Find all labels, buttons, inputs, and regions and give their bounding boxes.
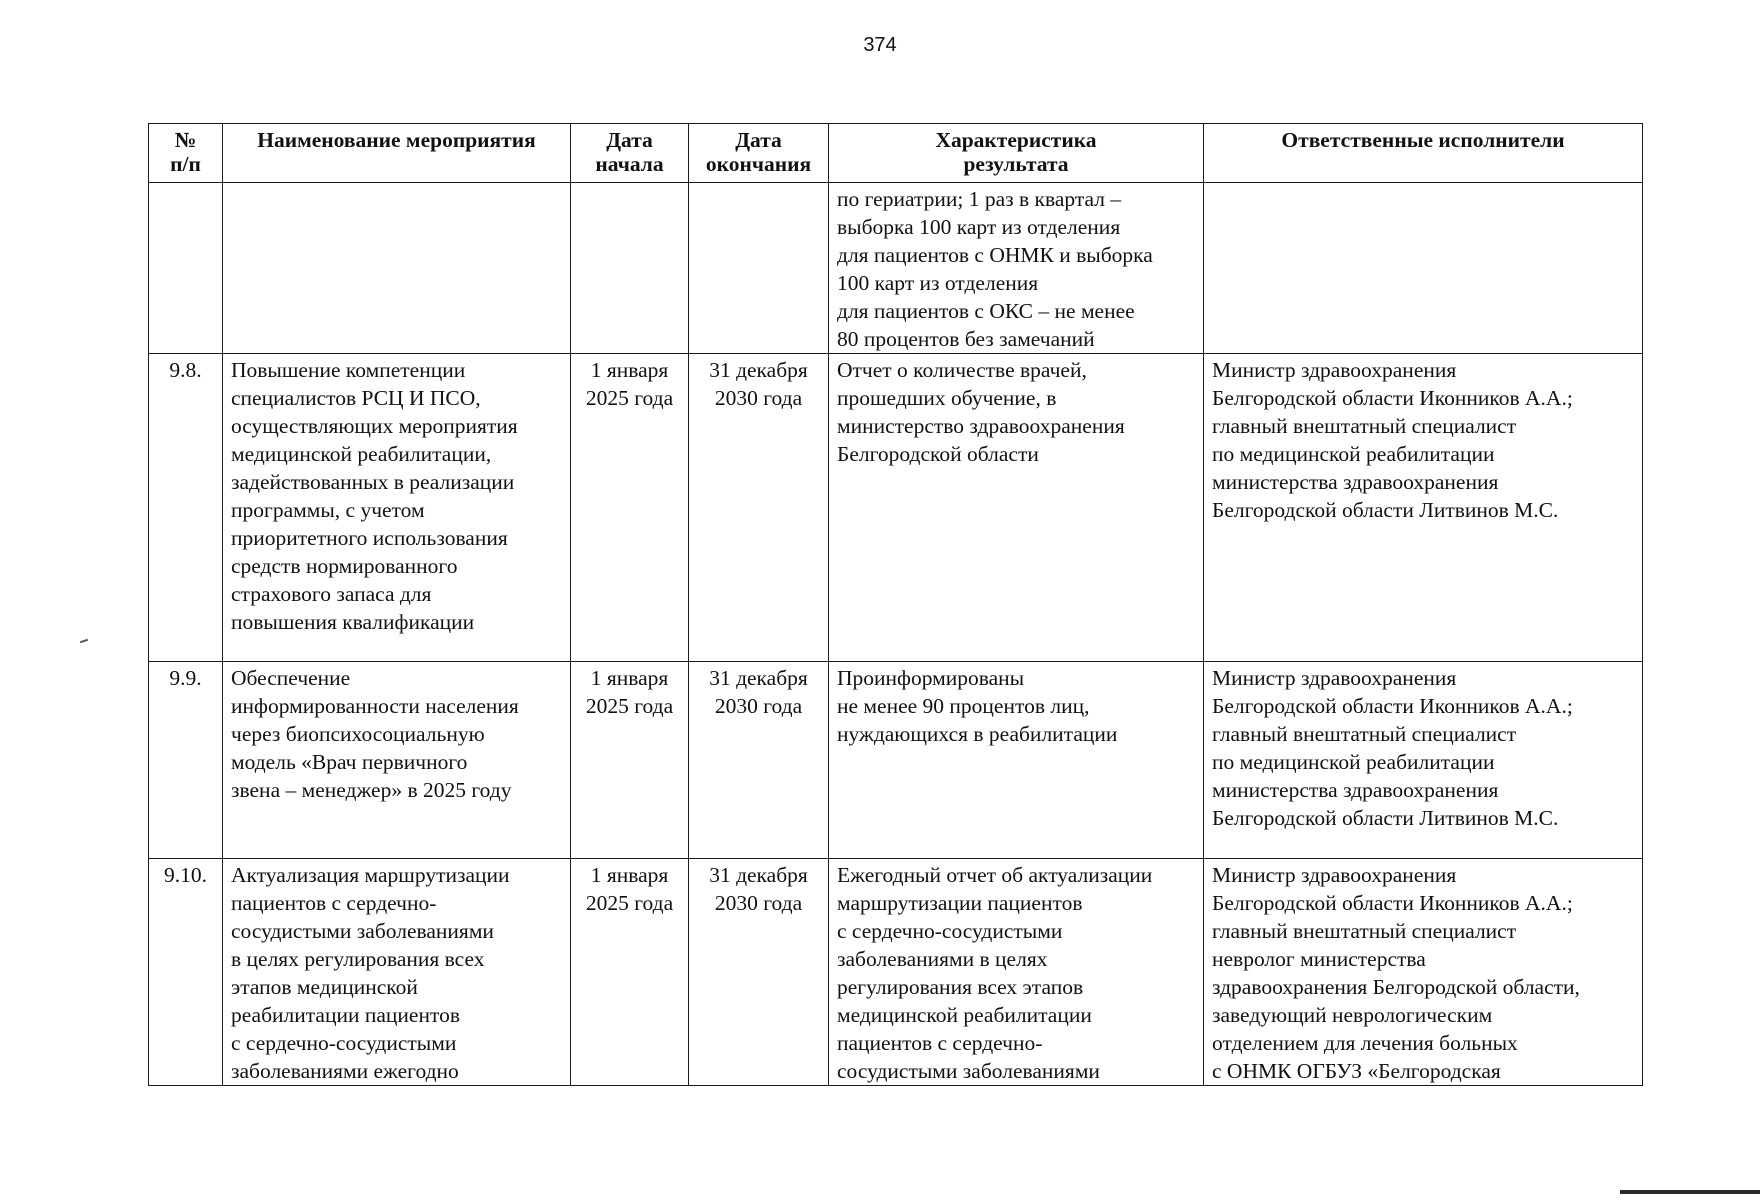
header-result: Характеристика результата	[829, 124, 1204, 183]
activities-table	[148, 123, 1643, 1086]
table-row	[149, 354, 1643, 662]
page-number: 374	[863, 34, 897, 56]
row-end-date: 31 декабря 2030 года	[689, 859, 829, 1086]
header-num: № п/п	[149, 124, 223, 183]
row-name: Актуализация маршрутизации пациентов с сердечно- сосудистыми заболеваниями в целях регулирования всех этапов медицинской реабилитации пациентов с сердечно-сосудистыми заболеваниями ежегодно	[223, 859, 571, 1086]
row-end-date	[689, 183, 829, 354]
row-name	[223, 183, 571, 354]
row-result: Ежегодный отчет об актуализации маршрутизации пациентов с сердечно-сосудистыми заболеваниями в целях регулирования всех этапов медицинской реабилитации пациентов с сердечно- сосудистыми заболеваниями	[829, 859, 1204, 1086]
row-num	[149, 183, 223, 354]
row-start-date: 1 января 2025 года	[571, 354, 689, 662]
table-header-row	[149, 124, 1643, 183]
row-start-date: 1 января 2025 года	[571, 859, 689, 1086]
header-responsible: Ответственные исполнители	[1204, 124, 1643, 183]
header-name: Наименование мероприятия	[223, 124, 571, 183]
row-responsible: Министр здравоохранения Белгородской области Иконников А.А.; главный внештатный специалист по медицинской реабилитации министерства здравоохранения Белгородской области Литвинов М.С.	[1204, 662, 1643, 859]
row-result: Проинформированы не менее 90 процентов лиц, нуждающихся в реабилитации	[829, 662, 1204, 859]
row-end-date: 31 декабря 2030 года	[689, 354, 829, 662]
table-row	[149, 183, 1643, 354]
row-start-date	[571, 183, 689, 354]
row-end-date: 31 декабря 2030 года	[689, 662, 829, 859]
row-result: по гериатрии; 1 раз в квартал – выборка 100 карт из отделения для пациентов с ОНМК и выборка 100 карт из отделения для пациентов с ОКС – не менее 80 процентов без замечаний	[829, 183, 1204, 354]
row-name: Повышение компетенции специалистов РСЦ И ПСО, осуществляющих мероприятия медицинской реабилитации, задействованных в реализации программы, с учетом приоритетного использования средств нормированного страхового запаса для повышения квалификации	[223, 354, 571, 662]
row-num: 9.8.	[149, 354, 223, 662]
row-responsible	[1204, 183, 1643, 354]
row-responsible: Министр здравоохранения Белгородской области Иконников А.А.; главный внештатный специалист по медицинской реабилитации министерства здравоохранения Белгородской области Литвинов М.С.	[1204, 354, 1643, 662]
row-start-date: 1 января 2025 года	[571, 662, 689, 859]
row-num: 9.9.	[149, 662, 223, 859]
row-num: 9.10.	[149, 859, 223, 1086]
header-start-date: Дата начала	[571, 124, 689, 183]
row-result: Отчет о количестве врачей, прошедших обучение, в министерство здравоохранения Белгородской области	[829, 354, 1204, 662]
row-responsible: Министр здравоохранения Белгородской области Иконников А.А.; главный внештатный специалист невролог министерства здравоохранения Белгородской области, заведующий неврологическим отделением для лечения больных с ОНМК ОГБУЗ «Белгородская	[1204, 859, 1643, 1086]
table-row	[149, 662, 1643, 859]
scan-edge-mark	[1620, 1190, 1760, 1194]
row-name: Обеспечение информированности населения через биопсихосоциальную модель «Врач первичного звена – менеджер» в 2025 году	[223, 662, 571, 859]
table-row	[149, 859, 1643, 1086]
header-end-date: Дата окончания	[689, 124, 829, 183]
scan-speck	[80, 639, 88, 644]
